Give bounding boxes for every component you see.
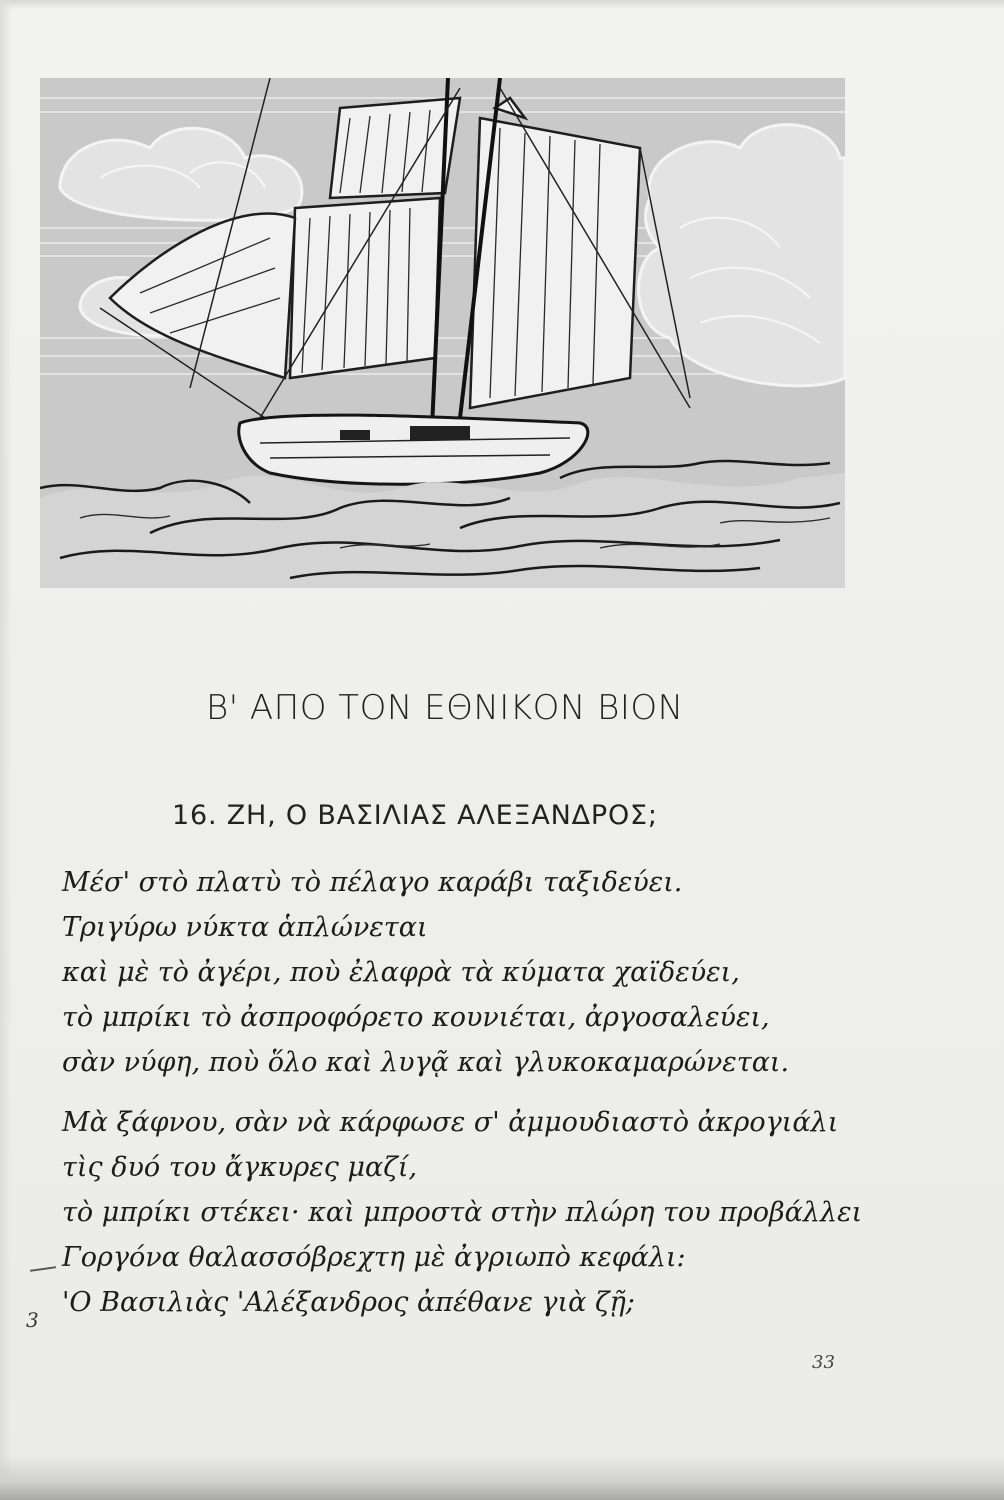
poem-line: 'Ο Βασιλιὰς 'Αλέξανδρος ἀπέθανε γιὰ ζῇ; [62, 1287, 635, 1318]
poem-line: Μὰ ξάφνου, σὰν νὰ κάρφωσε σ' ἀμμουδιαστὸ ἀκρογιάλι [62, 1107, 839, 1138]
poem-line: καὶ μὲ τὸ ἀγέρι, ποὺ ἐλαφρὰ τὰ κύματα χαϊδεύει, [62, 957, 740, 988]
margin-dash [30, 1266, 56, 1272]
poem-line: σὰν νύφη, ποὺ ὅλο καὶ λυγᾷ καὶ γλυκοκαμαρώνεται. [62, 1047, 790, 1078]
poem-stanza-1 [62, 860, 862, 1085]
poem-line: Μέσ' στὸ πλατὺ τὸ πέλαγο καράβι ταξιδεύει. [62, 867, 683, 898]
page-number: 33 [812, 1352, 835, 1373]
page-top-edge [0, 0, 1004, 10]
poem-line: τὸ μπρίκι στέκει· καὶ μπροστὰ στὴν πλώρη του προβάλλει [62, 1197, 863, 1228]
poem-line: Τριγύρω νύκτα ἁπλώνεται [62, 912, 428, 943]
poem-stanza-2 [62, 1100, 862, 1325]
poem-line: τὶς δυό του ἄγκυρες μαζί, [62, 1152, 418, 1183]
poem-title: 16. ΖΗ, Ο ΒΑΣΙΛΙΑΣ ΑΛΕΞΑΝΔΡΟΣ; [172, 800, 658, 831]
printer-signature-mark: 3 [26, 1308, 39, 1332]
poem-line: τὸ μπρίκι τὸ ἀσπροφόρετο κουνιέται, ἀργοσαλεύει, [62, 1002, 770, 1033]
page-bottom-shadow [0, 1455, 1004, 1500]
poem-line: Γοργόνα θαλασσόβρεχτη μὲ ἀγριωπὸ κεφάλι: [62, 1242, 686, 1273]
section-heading: Β' ΑΠΟ ΤΟΝ ΕΘΝΙΚΟΝ ΒΙΟΝ [206, 688, 684, 728]
sailing-ship-illustration [40, 78, 845, 588]
page-left-edge [0, 0, 12, 1500]
